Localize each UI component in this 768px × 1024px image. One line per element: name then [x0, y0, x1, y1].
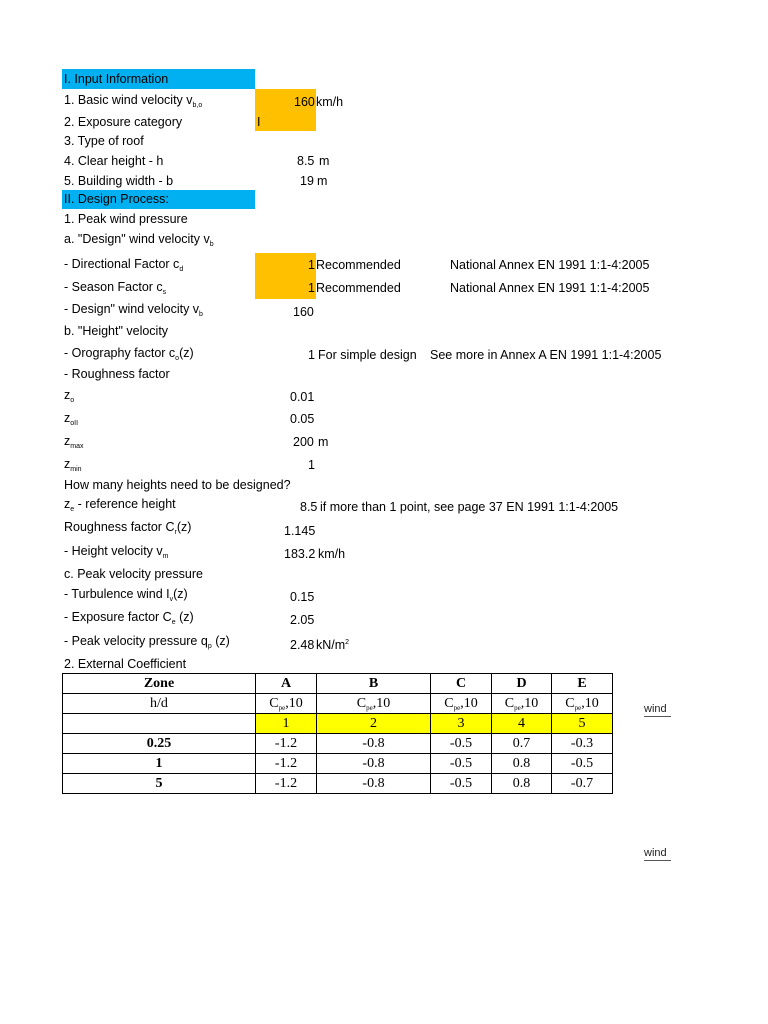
exposure-category-label: 2. Exposure category — [64, 115, 183, 129]
zone-number-row — [63, 714, 613, 734]
zmax-value: 200 — [293, 435, 314, 449]
orography-factor-label: - Orography factor $c_o(z)$ — [64, 346, 194, 362]
hd-value: 1 — [63, 754, 256, 774]
zone-number[interactable]: 5 — [552, 714, 613, 734]
zone-header: Zone — [63, 674, 256, 694]
cpe-label: $C_{pe},10$ — [492, 694, 552, 714]
height-velocity-value: 183.2 — [284, 547, 316, 561]
directional-factor-label: - Directional Factor $c_d$ — [64, 257, 184, 273]
table-cell: -1.2 — [256, 734, 317, 754]
peak-velocity-pressure-value: 2.48 — [290, 638, 315, 652]
orography-factor-reference: See more in Annex A EN 1991 1:1-4:2005 — [430, 348, 662, 362]
building-width-label: 5. Building width - b — [64, 174, 174, 188]
roughness-cr-value: 1.145 — [284, 524, 316, 538]
roughness-cr-label: Roughness factor $C_r(z)$ — [64, 520, 192, 536]
reference-height-label: $z_e$ - reference height — [64, 497, 176, 513]
section2-title: II. Design Process: — [64, 192, 169, 206]
season-factor-label: - Season Factor $c_s$ — [64, 280, 167, 296]
height-velocity-heading: b. "Height" velocity — [64, 324, 169, 338]
z0II-value: 0.05 — [290, 412, 315, 426]
peak-velocity-pressure-unit: $kN/m^2$ — [316, 638, 350, 652]
cpe-label: $C_{pe},10$ — [552, 694, 613, 714]
turbulence-label: - Turbulence wind $I_v(z)$ — [64, 587, 188, 603]
orography-factor-value[interactable]: 1 — [308, 348, 315, 362]
clear-height-label: 4. Clear height - h — [64, 154, 164, 168]
zone-a-header: A — [256, 674, 317, 694]
peak-velocity-pressure-label: - Peak velocity pressure $q_p$ (z) — [64, 634, 230, 650]
hd-value: 0.25 — [63, 734, 256, 754]
table-cell: -0.8 — [317, 734, 431, 754]
table-cell: -0.8 — [317, 754, 431, 774]
directional-factor-value[interactable]: 1 — [308, 258, 315, 272]
roughness-factor-heading: - Roughness factor — [64, 367, 170, 381]
reference-height-note: if more than 1 point, see page 37 EN 1991 1:1-4:2005 — [320, 500, 619, 514]
basic-wind-unit: km/h — [316, 95, 344, 109]
height-velocity-label: - Height velocity $v_m$ — [64, 544, 169, 560]
building-width-value[interactable]: 19 — [300, 174, 314, 188]
zmax-unit: m — [318, 435, 329, 449]
zone-d-header: D — [492, 674, 552, 694]
table-cell: -0.5 — [431, 734, 492, 754]
peak-wind-pressure-heading: 1. Peak wind pressure — [64, 212, 188, 226]
clear-height-value[interactable]: 8.5 — [297, 154, 315, 168]
zmax-label: $z_{max}$ — [64, 434, 84, 450]
zmin-value: 1 — [308, 458, 315, 472]
directional-factor-reference: National Annex EN 1991 1:1-4:2005 — [450, 258, 650, 272]
zone-number-blank — [63, 714, 256, 734]
turbulence-value: 0.15 — [290, 590, 315, 604]
table-row — [63, 754, 613, 774]
zone-number[interactable]: 3 — [431, 714, 492, 734]
season-factor-reference: National Annex EN 1991 1:1-4:2005 — [450, 281, 650, 295]
table-cell: -1.2 — [256, 774, 317, 794]
exposure-factor-value: 2.05 — [290, 613, 315, 627]
table-cell: -0.3 — [552, 734, 613, 754]
z0II-label: $z_{oII}$ — [64, 411, 79, 427]
clear-height-unit: m — [319, 154, 330, 168]
zone-number[interactable]: 2 — [317, 714, 431, 734]
factors-input-fill[interactable] — [255, 253, 316, 299]
external-coefficient-heading: 2. External Coefficient — [64, 657, 187, 671]
hd-label: h/d — [63, 694, 256, 714]
table-cell: -0.8 — [317, 774, 431, 794]
table-header-row — [63, 674, 613, 694]
zone-e-header: E — [552, 674, 613, 694]
zone-c-header: C — [431, 674, 492, 694]
table-cell: 0.7 — [492, 734, 552, 754]
zmin-label: $z_{min}$ — [64, 457, 82, 473]
basic-wind-value[interactable]: 160 — [294, 95, 315, 109]
wind-label: wind — [644, 703, 671, 717]
zone-number[interactable]: 4 — [492, 714, 552, 734]
season-factor-value[interactable]: 1 — [308, 281, 315, 295]
wind-label: wind — [644, 847, 671, 861]
building-width-unit: m — [317, 174, 328, 188]
section1-title: I. Input Information — [64, 72, 169, 86]
reference-height-value[interactable]: 8.5 — [300, 500, 318, 514]
exposure-factor-label: - Exposure factor $C_e$ (z) — [64, 610, 194, 626]
table-subheader-row — [63, 694, 613, 714]
design-wind-velocity-label: - Design" wind velocity $v_b$ — [64, 302, 203, 318]
table-cell: -0.7 — [552, 774, 613, 794]
height-velocity-unit: km/h — [318, 547, 346, 561]
z0-value: 0.01 — [290, 390, 315, 404]
design-velocity-heading: a. "Design" wind velocity $v_b$ — [64, 232, 214, 248]
orography-factor-note: For simple design — [318, 348, 417, 362]
table-cell: -0.5 — [431, 774, 492, 794]
hd-value: 5 — [63, 774, 256, 794]
table-cell: 0.8 — [492, 754, 552, 774]
heights-question: How many heights need to be designed? — [64, 478, 291, 492]
zone-number[interactable]: 1 — [256, 714, 317, 734]
season-factor-note: Recommended — [316, 281, 401, 295]
basic-wind-label: 1. Basic wind velocity $v_{b,o}$ — [64, 93, 203, 109]
zone-b-header: B — [317, 674, 431, 694]
exposure-category-value[interactable]: I — [257, 115, 261, 129]
table-row — [63, 734, 613, 754]
design-wind-velocity-value: 160 — [293, 305, 314, 319]
table-cell: 0.8 — [492, 774, 552, 794]
peak-velocity-heading: c. Peak velocity pressure — [64, 567, 203, 581]
cpe-label: $C_{pe},10$ — [256, 694, 317, 714]
roof-type-label: 3. Type of roof — [64, 134, 144, 148]
cpe-label: $C_{pe},10$ — [317, 694, 431, 714]
table-cell: -0.5 — [431, 754, 492, 774]
table-cell: -0.5 — [552, 754, 613, 774]
z0-label: $z_o$ — [64, 388, 75, 404]
directional-factor-note: Recommended — [316, 258, 401, 272]
table-cell: -1.2 — [256, 754, 317, 774]
external-coefficient-table — [62, 673, 613, 794]
table-row — [63, 774, 613, 794]
cpe-label: $C_{pe},10$ — [431, 694, 492, 714]
